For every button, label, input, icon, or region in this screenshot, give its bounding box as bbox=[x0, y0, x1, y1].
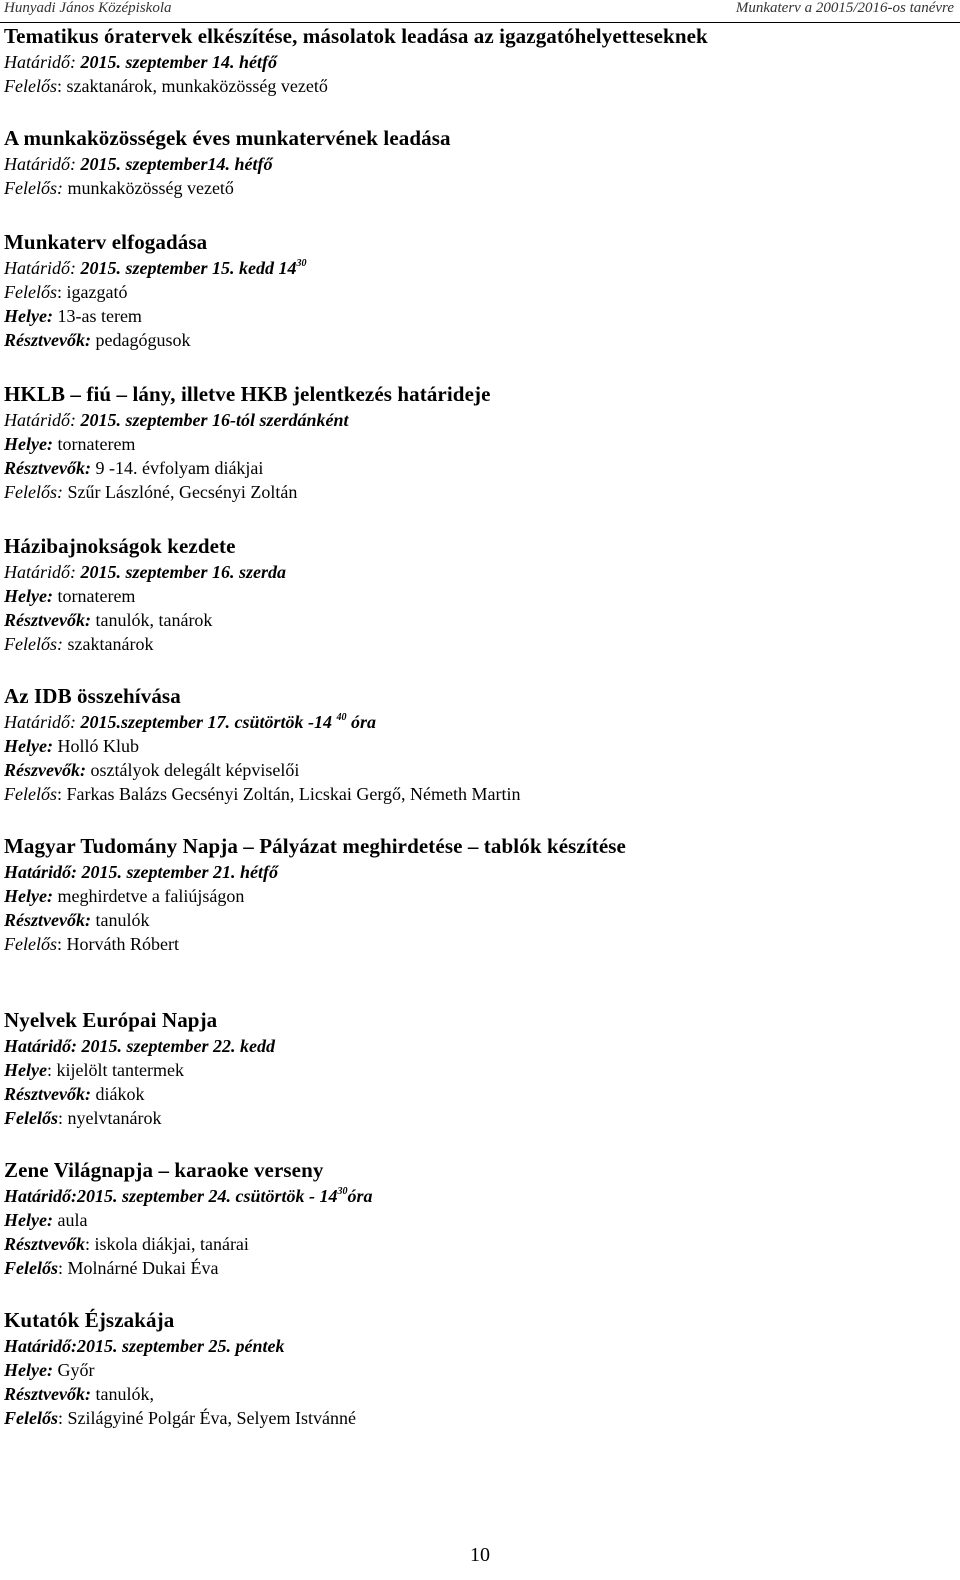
deadline-value: 2015. szeptember 15. kedd 14 bbox=[80, 258, 297, 278]
place-label: Helye: bbox=[4, 1210, 53, 1230]
deadline-value: 2015. szeptember 24. csütörtök - 14 bbox=[77, 1186, 338, 1206]
deadline-value: 2015. szeptember14. hétfő bbox=[80, 154, 273, 174]
participants-value: 9 -14. évfolyam diákjai bbox=[90, 458, 264, 478]
schedule-content bbox=[4, 22, 954, 1430]
entry-title: Zene Világnapja – karaoke verseny bbox=[4, 1158, 324, 1182]
responsible-value: : Horváth Róbert bbox=[56, 934, 179, 954]
page-number: 10 bbox=[470, 1544, 490, 1566]
deadline-line bbox=[4, 256, 954, 280]
responsible-value: szaktanárok bbox=[62, 634, 154, 654]
deadline-line bbox=[4, 1334, 954, 1358]
participants-label: Résztvevők: bbox=[4, 1084, 91, 1104]
schedule-entry bbox=[4, 22, 954, 98]
deadline-time-superscript: 30 bbox=[337, 1186, 348, 1197]
deadline-tail: óra bbox=[346, 712, 377, 732]
place-value: meghirdetve a faliújságon bbox=[52, 886, 245, 906]
responsible-label: Felelős bbox=[4, 784, 57, 804]
place-line bbox=[4, 584, 954, 608]
place-value: tornaterem bbox=[52, 586, 136, 606]
place-line bbox=[4, 432, 954, 456]
place-value: Holló Klub bbox=[52, 736, 139, 756]
schedule-entry bbox=[4, 124, 954, 200]
place-label: Helye: bbox=[4, 1360, 53, 1380]
deadline-label: Határidő: bbox=[4, 52, 81, 72]
schedule-entry bbox=[4, 1006, 954, 1130]
responsible-line bbox=[4, 1406, 954, 1430]
responsible-line bbox=[4, 74, 954, 98]
entry-title: A munkaközösségek éves munkatervének leadása bbox=[4, 126, 451, 150]
responsible-label: Felelős: bbox=[4, 482, 63, 502]
header-school-name: Hunyadi János Középiskola bbox=[4, 0, 172, 16]
place-label: Helye: bbox=[4, 886, 53, 906]
responsible-label: Felelős: bbox=[4, 634, 63, 654]
place-line bbox=[4, 1058, 954, 1082]
responsible-line bbox=[4, 1106, 954, 1130]
deadline-value: 2015. szeptember 21. hétfő bbox=[81, 862, 278, 882]
participants-value: : iskola diákjai, tanárai bbox=[84, 1234, 249, 1254]
schedule-entry bbox=[4, 228, 954, 352]
place-line bbox=[4, 1358, 954, 1382]
deadline-line bbox=[4, 710, 954, 734]
participants-line bbox=[4, 1082, 954, 1106]
entry-title: Tematikus óratervek elkészítése, másolatok leadása az igazgatóhelyetteseknek bbox=[4, 24, 708, 48]
place-value: aula bbox=[52, 1210, 88, 1230]
responsible-value: : Farkas Balázs Gecsényi Zoltán, Licskai Gergő, Németh Martin bbox=[56, 784, 521, 804]
place-value: tornaterem bbox=[52, 434, 136, 454]
participants-label: Résztvevők: bbox=[4, 330, 91, 350]
responsible-label: Felelős bbox=[4, 282, 57, 302]
schedule-entry bbox=[4, 1156, 954, 1280]
place-value: : kijelölt tantermek bbox=[46, 1060, 184, 1080]
deadline-label: Határidő: bbox=[4, 1036, 82, 1056]
participants-label: Résztvevők: bbox=[4, 610, 91, 630]
responsible-value: : igazgató bbox=[56, 282, 128, 302]
deadline-line bbox=[4, 1184, 954, 1208]
deadline-line bbox=[4, 860, 954, 884]
page-header bbox=[0, 0, 960, 23]
participants-value: osztályok delegált képviselői bbox=[85, 760, 300, 780]
participants-value: tanulók bbox=[90, 910, 150, 930]
place-value: 13-as terem bbox=[52, 306, 142, 326]
place-label: Helye: bbox=[4, 586, 53, 606]
participants-line bbox=[4, 608, 954, 632]
place-label: Helye: bbox=[4, 434, 53, 454]
deadline-label: Határidő: bbox=[4, 862, 82, 882]
responsible-line bbox=[4, 480, 954, 504]
deadline-label: Határidő: bbox=[4, 154, 81, 174]
responsible-label: Felelős bbox=[4, 1408, 58, 1428]
participants-line bbox=[4, 758, 954, 782]
participants-value: pedagógusok bbox=[90, 330, 191, 350]
responsible-line bbox=[4, 782, 954, 806]
participants-value: tanulók, bbox=[90, 1384, 154, 1404]
deadline-line bbox=[4, 152, 954, 176]
place-label: Helye bbox=[4, 1060, 47, 1080]
deadline-value: 2015. szeptember 25. péntek bbox=[77, 1336, 285, 1356]
participants-label: Részvevők: bbox=[4, 760, 86, 780]
entry-title: Kutatók Éjszakája bbox=[4, 1308, 175, 1332]
participants-label: Résztvevők: bbox=[4, 910, 91, 930]
deadline-line bbox=[4, 560, 954, 584]
deadline-value: 2015. szeptember 22. kedd bbox=[81, 1036, 275, 1056]
schedule-entry bbox=[4, 1306, 954, 1430]
schedule-entry bbox=[4, 832, 954, 956]
participants-value: diákok bbox=[90, 1084, 145, 1104]
place-line bbox=[4, 734, 954, 758]
participants-value: tanulók, tanárok bbox=[90, 610, 213, 630]
deadline-label: Határidő: bbox=[4, 1186, 78, 1206]
entry-title: HKLB – fiú – lány, illetve HKB jelentkezés határideje bbox=[4, 382, 491, 406]
participants-label: Résztvevők: bbox=[4, 458, 91, 478]
entry-title: Nyelvek Európai Napja bbox=[4, 1008, 218, 1032]
schedule-entry bbox=[4, 532, 954, 656]
place-line bbox=[4, 1208, 954, 1232]
responsible-value: : nyelvtanárok bbox=[58, 1108, 162, 1128]
deadline-label: Határidő: bbox=[4, 562, 81, 582]
deadline-time-superscript: 40 bbox=[336, 712, 347, 723]
deadline-value: 2015. szeptember 14. hétfő bbox=[80, 52, 277, 72]
place-label: Helye: bbox=[4, 306, 53, 326]
deadline-line bbox=[4, 1034, 954, 1058]
participants-line bbox=[4, 1382, 954, 1406]
entry-title: Munkaterv elfogadása bbox=[4, 230, 208, 254]
deadline-line bbox=[4, 50, 954, 74]
responsible-value: : Szilágyiné Polgár Éva, Selyem Istvánné bbox=[58, 1408, 356, 1428]
responsible-line bbox=[4, 176, 954, 200]
participants-label: Résztvevők: bbox=[4, 1384, 91, 1404]
responsible-line bbox=[4, 632, 954, 656]
schedule-entry bbox=[4, 682, 954, 806]
responsible-label: Felelős bbox=[4, 934, 57, 954]
responsible-line bbox=[4, 932, 954, 956]
participants-line bbox=[4, 1232, 954, 1256]
deadline-label: Határidő: bbox=[4, 1336, 78, 1356]
responsible-label: Felelős bbox=[4, 76, 57, 96]
entry-title: Magyar Tudomány Napja – Pályázat meghirdetése – tablók készítése bbox=[4, 834, 626, 858]
responsible-value: munkaközösség vezető bbox=[62, 178, 234, 198]
responsible-value: Szűr Lászlóné, Gecsényi Zoltán bbox=[62, 482, 298, 502]
deadline-value: 2015. szeptember 16. szerda bbox=[80, 562, 286, 582]
deadline-time-superscript: 30 bbox=[296, 258, 307, 269]
deadline-label: Határidő: bbox=[4, 410, 81, 430]
deadline-label: Határidő: bbox=[4, 258, 81, 278]
responsible-label: Felelős bbox=[4, 1108, 58, 1128]
responsible-value: : szaktanárok, munkaközösség vezető bbox=[56, 76, 328, 96]
participants-line bbox=[4, 328, 954, 352]
responsible-line bbox=[4, 1256, 954, 1280]
participants-line bbox=[4, 456, 954, 480]
place-line bbox=[4, 884, 954, 908]
deadline-line bbox=[4, 408, 954, 432]
deadline-value: 2015. szeptember 16-tól szerdánként bbox=[80, 410, 349, 430]
schedule-entry bbox=[4, 380, 954, 504]
deadline-tail: óra bbox=[347, 1186, 373, 1206]
responsible-line bbox=[4, 280, 954, 304]
place-value: Győr bbox=[52, 1360, 95, 1380]
participants-label: Résztvevők bbox=[4, 1234, 85, 1254]
deadline-label: Határidő: bbox=[4, 712, 81, 732]
place-line bbox=[4, 304, 954, 328]
place-label: Helye: bbox=[4, 736, 53, 756]
responsible-label: Felelős bbox=[4, 1258, 58, 1278]
participants-line bbox=[4, 908, 954, 932]
responsible-label: Felelős: bbox=[4, 178, 63, 198]
entry-title: Házibajnokságok kezdete bbox=[4, 534, 236, 558]
entry-title: Az IDB összehívása bbox=[4, 684, 181, 708]
responsible-value: : Molnárné Dukai Éva bbox=[58, 1258, 219, 1278]
deadline-value: 2015.szeptember 17. csütörtök -14 bbox=[80, 712, 337, 732]
header-document-title: Munkaterv a 20015/2016-os tanévre bbox=[735, 0, 954, 16]
